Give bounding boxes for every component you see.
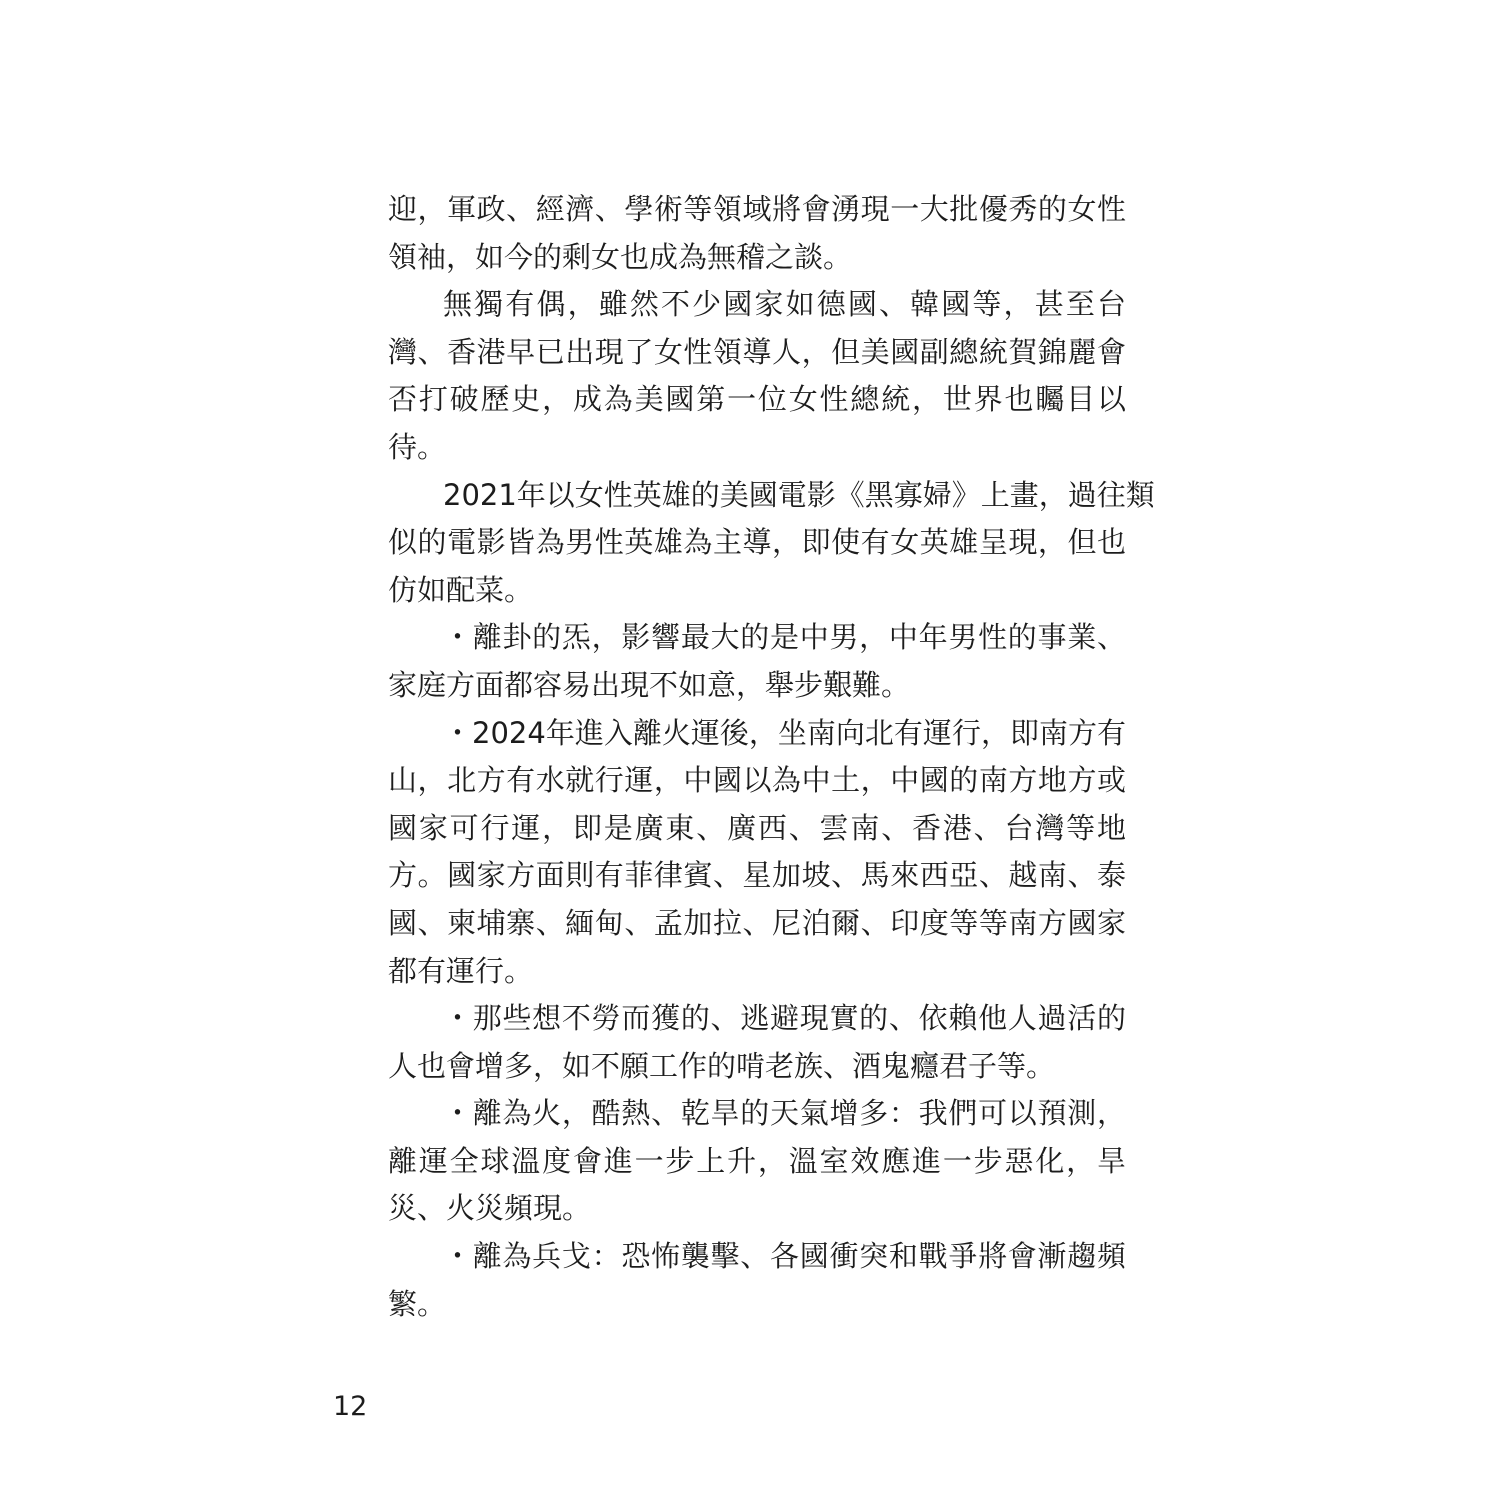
- page-number: 12: [333, 1391, 368, 1422]
- text-line: 領袖，如今的剩女也成為無稽之談。: [388, 239, 853, 274]
- text-line: 災、火災頻現。: [388, 1191, 592, 1226]
- text-line: 迎，軍政、經濟、學術等領域將會湧現一大批優秀的女性: [388, 192, 1126, 226]
- text-line bullet-line: ・離為兵戈：恐怖襲擊、各國衝突和戰爭將會漸趨頻: [443, 1239, 1126, 1274]
- text-line bullet-line: ・離為火，酷熱、乾旱的天氣增多：我們可以預測，: [443, 1096, 1126, 1131]
- text-line: 離運全球溫度會進一步上升，溫室效應進一步惡化，旱: [388, 1143, 1126, 1178]
- text-line: 否打破歷史，成為美國第一位女性總統，世界也矚目以: [388, 382, 1126, 417]
- text-line: 家庭方面都容易出現不如意，舉步艱難。: [388, 667, 911, 702]
- text-line bullet-line: ・離卦的炁，影響最大的是中男，中年男性的事業、: [443, 620, 1126, 655]
- text-line bullet-line: ・那些想不勞而獲的、逃避現實的、依賴他人過活的: [443, 1001, 1126, 1036]
- text-line: 無獨有偶，雖然不少國家如德國、韓國等，甚至台: [443, 287, 1126, 322]
- text-line: 方。國家方面則有菲律賓、星加坡、馬來西亞、越南、泰: [388, 858, 1126, 893]
- text-line: 國家可行運，即是廣東、廣西、雲南、香港、台灣等地: [388, 810, 1126, 845]
- text-line: 待。: [388, 429, 447, 464]
- text-line: 2021年以女性英雄的美國電影《黑寡婦》上畫，過往類: [443, 477, 1155, 512]
- text-line: 國、柬埔寨、緬甸、孟加拉、尼泊爾、印度等等南方國家: [388, 905, 1126, 940]
- text-block: [388, 186, 1155, 1328]
- text-line: 山，北方有水就行運，中國以為中土，中國的南方地方或: [388, 763, 1126, 798]
- text-line: 似的電影皆為男性英雄為主導，即使有女英雄呈現，但也: [388, 525, 1126, 560]
- text-line: 灣、香港早已出現了女性領導人，但美國副總統賀錦麗會: [388, 334, 1126, 369]
- text-line: 都有運行。: [388, 953, 534, 988]
- text-line: 繁。: [388, 1286, 447, 1321]
- text-line: 仿如配菜。: [388, 572, 534, 607]
- text-line bullet-line: ・2024年進入離火運後，坐南向北有運行，即南方有: [443, 715, 1126, 750]
- text-line: 人也會增多，如不願工作的啃老族、酒鬼癮君子等。: [388, 1048, 1056, 1083]
